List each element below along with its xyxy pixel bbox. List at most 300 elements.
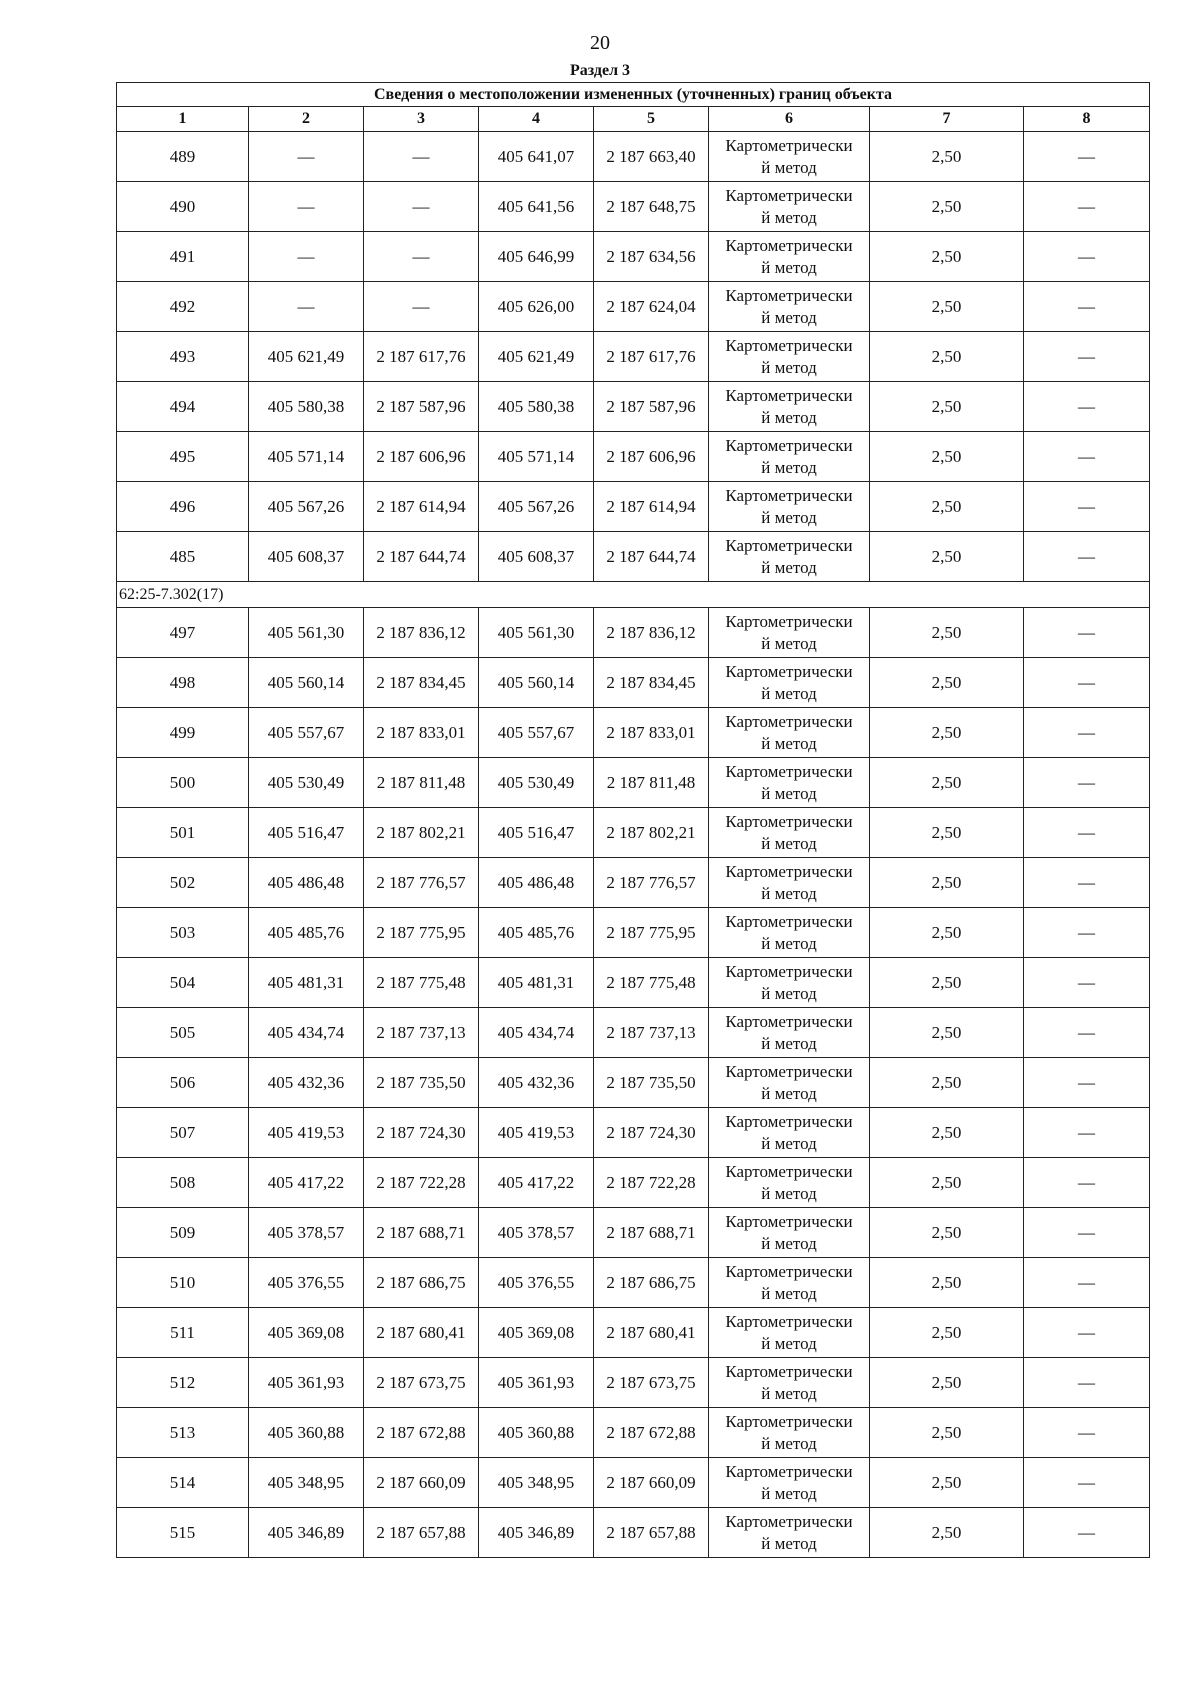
method-cell [709,382,870,432]
old-y-cell: 2 187 617,76 [364,332,479,382]
accuracy-cell: 2,50 [870,858,1024,908]
point-number-cell: 513 [117,1408,249,1458]
table-row [117,1058,1150,1108]
point-number-cell: 489 [117,132,249,182]
method-cell [709,708,870,758]
method-text-line: Картометрически [725,1311,853,1331]
table-row [117,1108,1150,1158]
old-x-cell: 405 621,49 [249,332,364,382]
new-x-cell: 405 417,22 [479,1158,594,1208]
old-y-cell: 2 187 735,50 [364,1058,479,1108]
old-x-cell: 405 378,57 [249,1208,364,1258]
column-number: 6 [709,107,870,132]
new-x-cell: 405 376,55 [479,1258,594,1308]
table-row [117,908,1150,958]
description-cell: — [1024,382,1150,432]
method-text-line: Картометрически [725,135,853,155]
point-number-cell: 511 [117,1308,249,1358]
description-cell: — [1024,858,1150,908]
accuracy-cell: 2,50 [870,808,1024,858]
new-x-cell: 405 486,48 [479,858,594,908]
old-x-cell: 405 557,67 [249,708,364,758]
old-y-cell: 2 187 644,74 [364,532,479,582]
description-cell: — [1024,282,1150,332]
method-text-line: й метод [761,257,817,277]
description-cell: — [1024,1258,1150,1308]
column-number: 4 [479,107,594,132]
table-row [117,1308,1150,1358]
description-cell: — [1024,1408,1150,1458]
table-title: Сведения о местоположении измененных (уточненных) границ объекта [117,83,1150,107]
new-y-cell: 2 187 660,09 [594,1458,709,1508]
table-row [117,132,1150,182]
new-x-cell: 405 348,95 [479,1458,594,1508]
new-y-cell: 2 187 722,28 [594,1158,709,1208]
point-number-cell: 501 [117,808,249,858]
new-y-cell: 2 187 673,75 [594,1358,709,1408]
method-cell [709,1208,870,1258]
new-x-cell: 405 516,47 [479,808,594,858]
table-row [117,282,1150,332]
method-text-line: й метод [761,1333,817,1353]
method-text-line: Картометрически [725,285,853,305]
cadastral-number-label: 62:25-7.302(17) [117,582,1150,608]
table-row [117,708,1150,758]
accuracy-cell: 2,50 [870,282,1024,332]
new-y-cell: 2 187 648,75 [594,182,709,232]
column-number: 8 [1024,107,1150,132]
description-cell: — [1024,658,1150,708]
old-x-cell: 405 516,47 [249,808,364,858]
old-x-cell: 405 530,49 [249,758,364,808]
method-text-line: й метод [761,1183,817,1203]
old-x-cell: 405 346,89 [249,1508,364,1558]
new-y-cell: 2 187 657,88 [594,1508,709,1558]
accuracy-cell: 2,50 [870,658,1024,708]
method-text-line: Картометрически [725,611,853,631]
description-cell: — [1024,1508,1150,1558]
table-row [117,182,1150,232]
new-x-cell: 405 641,56 [479,182,594,232]
method-text-line: Картометрически [725,1211,853,1231]
method-text-line: й метод [761,1483,817,1503]
accuracy-cell: 2,50 [870,1208,1024,1258]
point-number-cell: 515 [117,1508,249,1558]
point-number-cell: 491 [117,232,249,282]
method-text-line: Картометрически [725,1161,853,1181]
old-y-cell: — [364,132,479,182]
new-y-cell: 2 187 587,96 [594,382,709,432]
point-number-cell: 485 [117,532,249,582]
description-cell: — [1024,908,1150,958]
new-x-cell: 405 369,08 [479,1308,594,1358]
description-cell: — [1024,482,1150,532]
section-title: Раздел 3 [569,62,631,79]
old-x-cell: 405 567,26 [249,482,364,532]
method-text-line: Картометрически [725,335,853,355]
method-cell [709,908,870,958]
method-text-line: Картометрически [725,1111,853,1131]
point-number-cell: 507 [117,1108,249,1158]
method-cell [709,1458,870,1508]
method-cell [709,482,870,532]
point-number-cell: 512 [117,1358,249,1408]
description-cell: — [1024,708,1150,758]
old-x-cell: 405 486,48 [249,858,364,908]
method-cell [709,1358,870,1408]
description-cell: — [1024,432,1150,482]
column-number: 7 [870,107,1024,132]
new-x-cell: 405 608,37 [479,532,594,582]
old-y-cell: 2 187 587,96 [364,382,479,432]
old-x-cell: 405 580,38 [249,382,364,432]
old-y-cell: 2 187 673,75 [364,1358,479,1408]
method-cell [709,1258,870,1308]
old-y-cell: 2 187 836,12 [364,608,479,658]
table-row [117,858,1150,908]
description-cell: — [1024,1308,1150,1358]
method-cell [709,332,870,382]
old-y-cell: 2 187 614,94 [364,482,479,532]
method-text-line: й метод [761,507,817,527]
old-x-cell: — [249,232,364,282]
table-row [117,1508,1150,1558]
method-cell [709,958,870,1008]
group-heading-row [117,582,1150,608]
new-y-cell: 2 187 688,71 [594,1208,709,1258]
new-x-cell: 405 481,31 [479,958,594,1008]
accuracy-cell: 2,50 [870,608,1024,658]
point-number-cell: 494 [117,382,249,432]
old-x-cell: 405 360,88 [249,1408,364,1458]
new-x-cell: 405 346,89 [479,1508,594,1558]
table-row [117,1408,1150,1458]
old-y-cell: 2 187 680,41 [364,1308,479,1358]
method-text-line: Картометрически [725,961,853,981]
column-number: 3 [364,107,479,132]
point-number-cell: 496 [117,482,249,532]
method-cell [709,1158,870,1208]
new-y-cell: 2 187 836,12 [594,608,709,658]
new-x-cell: 405 580,38 [479,382,594,432]
accuracy-cell: 2,50 [870,1358,1024,1408]
old-x-cell: 405 376,55 [249,1258,364,1308]
method-text-line: Картометрически [725,185,853,205]
method-cell [709,1008,870,1058]
point-number-cell: 503 [117,908,249,958]
table-row [117,1258,1150,1308]
old-x-cell: 405 608,37 [249,532,364,582]
new-y-cell: 2 187 811,48 [594,758,709,808]
method-cell [709,282,870,332]
accuracy-cell: 2,50 [870,382,1024,432]
method-text-line: й метод [761,357,817,377]
point-number-cell: 502 [117,858,249,908]
new-y-cell: 2 187 833,01 [594,708,709,758]
new-y-cell: 2 187 735,50 [594,1058,709,1108]
method-text-line: й метод [761,457,817,477]
new-y-cell: 2 187 680,41 [594,1308,709,1358]
accuracy-cell: 2,50 [870,1008,1024,1058]
new-x-cell: 405 378,57 [479,1208,594,1258]
method-text-line: Картометрически [725,235,853,255]
description-cell: — [1024,1058,1150,1108]
point-number-cell: 500 [117,758,249,808]
method-text-line: Картометрически [725,711,853,731]
table-row [117,1458,1150,1508]
old-y-cell: 2 187 776,57 [364,858,479,908]
method-cell [709,1308,870,1358]
point-number-cell: 505 [117,1008,249,1058]
method-text-line: й метод [761,557,817,577]
method-cell [709,532,870,582]
method-text-line: й метод [761,407,817,427]
old-x-cell: 405 561,30 [249,608,364,658]
new-x-cell: 405 530,49 [479,758,594,808]
method-text-line: Картометрически [725,535,853,555]
method-text-line: й метод [761,733,817,753]
method-cell [709,1408,870,1458]
method-text-line: Картометрически [725,485,853,505]
column-number: 2 [249,107,364,132]
new-y-cell: 2 187 614,94 [594,482,709,532]
table-row [117,1008,1150,1058]
point-number-cell: 506 [117,1058,249,1108]
column-number-row [117,107,1150,132]
new-x-cell: 405 621,49 [479,332,594,382]
method-cell [709,1108,870,1158]
new-y-cell: 2 187 672,88 [594,1408,709,1458]
new-y-cell: 2 187 775,95 [594,908,709,958]
old-y-cell: 2 187 775,48 [364,958,479,1008]
method-cell [709,608,870,658]
method-text-line: Картометрически [725,811,853,831]
method-cell [709,1058,870,1108]
new-x-cell: 405 361,93 [479,1358,594,1408]
method-text-line: Картометрически [725,761,853,781]
accuracy-cell: 2,50 [870,482,1024,532]
table-row [117,808,1150,858]
method-text-line: й метод [761,207,817,227]
old-y-cell: 2 187 737,13 [364,1008,479,1058]
boundary-table [116,82,1150,1558]
method-text-line: й метод [761,1233,817,1253]
old-y-cell: 2 187 833,01 [364,708,479,758]
description-cell: — [1024,1458,1150,1508]
new-y-cell: 2 187 802,21 [594,808,709,858]
new-y-cell: 2 187 617,76 [594,332,709,382]
old-x-cell: 405 419,53 [249,1108,364,1158]
accuracy-cell: 2,50 [870,1458,1024,1508]
description-cell: — [1024,532,1150,582]
new-x-cell: 405 571,14 [479,432,594,482]
table-caption-row [117,83,1150,107]
old-x-cell: — [249,182,364,232]
method-text-line: й метод [761,1533,817,1553]
description-cell: — [1024,758,1150,808]
table-row [117,532,1150,582]
method-text-line: й метод [761,1083,817,1103]
old-y-cell: — [364,182,479,232]
table-row [117,432,1150,482]
new-x-cell: 405 567,26 [479,482,594,532]
accuracy-cell: 2,50 [870,1158,1024,1208]
description-cell: — [1024,1358,1150,1408]
accuracy-cell: 2,50 [870,758,1024,808]
description-cell: — [1024,958,1150,1008]
new-y-cell: 2 187 737,13 [594,1008,709,1058]
description-cell: — [1024,232,1150,282]
method-text-line: й метод [761,933,817,953]
column-number: 5 [594,107,709,132]
old-y-cell: 2 187 724,30 [364,1108,479,1158]
new-x-cell: 405 434,74 [479,1008,594,1058]
old-x-cell: 405 369,08 [249,1308,364,1358]
point-number-cell: 510 [117,1258,249,1308]
page-number: 20 [590,32,610,54]
method-cell [709,432,870,482]
method-text-line: Картометрически [725,861,853,881]
method-text-line: Картометрически [725,1461,853,1481]
method-cell [709,1508,870,1558]
point-number-cell: 514 [117,1458,249,1508]
description-cell: — [1024,1158,1150,1208]
new-y-cell: 2 187 776,57 [594,858,709,908]
method-cell [709,808,870,858]
accuracy-cell: 2,50 [870,332,1024,382]
point-number-cell: 498 [117,658,249,708]
point-number-cell: 499 [117,708,249,758]
method-text-line: й метод [761,983,817,1003]
description-cell: — [1024,132,1150,182]
method-text-line: й метод [761,783,817,803]
accuracy-cell: 2,50 [870,1508,1024,1558]
old-y-cell: 2 187 802,21 [364,808,479,858]
table-row [117,482,1150,532]
new-x-cell: 405 432,36 [479,1058,594,1108]
table-row [117,1208,1150,1258]
point-number-cell: 509 [117,1208,249,1258]
old-y-cell: 2 187 722,28 [364,1158,479,1208]
old-x-cell: 405 571,14 [249,432,364,482]
new-x-cell: 405 360,88 [479,1408,594,1458]
accuracy-cell: 2,50 [870,1308,1024,1358]
method-text-line: Картометрически [725,1261,853,1281]
old-y-cell: 2 187 672,88 [364,1408,479,1458]
method-text-line: Картометрически [725,385,853,405]
new-y-cell: 2 187 834,45 [594,658,709,708]
old-x-cell: 405 434,74 [249,1008,364,1058]
method-text-line: Картометрически [725,911,853,931]
accuracy-cell: 2,50 [870,708,1024,758]
accuracy-cell: 2,50 [870,908,1024,958]
new-x-cell: 405 557,67 [479,708,594,758]
old-x-cell: 405 560,14 [249,658,364,708]
description-cell: — [1024,182,1150,232]
accuracy-cell: 2,50 [870,432,1024,482]
method-text-line: й метод [761,683,817,703]
new-y-cell: 2 187 775,48 [594,958,709,1008]
method-cell [709,858,870,908]
description-cell: — [1024,1208,1150,1258]
new-x-cell: 405 626,00 [479,282,594,332]
table-row [117,608,1150,658]
description-cell: — [1024,608,1150,658]
old-y-cell: 2 187 657,88 [364,1508,479,1558]
method-text-line: Картометрически [725,435,853,455]
table-row [117,958,1150,1008]
new-x-cell: 405 419,53 [479,1108,594,1158]
description-cell: — [1024,1008,1150,1058]
method-text-line: й метод [761,833,817,853]
old-y-cell: 2 187 660,09 [364,1458,479,1508]
description-cell: — [1024,332,1150,382]
method-text-line: й метод [761,1433,817,1453]
method-text-line: Картометрически [725,661,853,681]
old-y-cell: — [364,282,479,332]
new-x-cell: 405 646,99 [479,232,594,282]
old-y-cell: 2 187 606,96 [364,432,479,482]
method-text-line: й метод [761,883,817,903]
old-y-cell: 2 187 688,71 [364,1208,479,1258]
description-cell: — [1024,808,1150,858]
accuracy-cell: 2,50 [870,1058,1024,1108]
method-text-line: Картометрически [725,1011,853,1031]
column-number: 1 [117,107,249,132]
new-y-cell: 2 187 606,96 [594,432,709,482]
method-cell [709,232,870,282]
point-number-cell: 495 [117,432,249,482]
old-x-cell: — [249,282,364,332]
accuracy-cell: 2,50 [870,1258,1024,1308]
table-row [117,758,1150,808]
table-row [117,1358,1150,1408]
method-text-line: й метод [761,307,817,327]
method-text-line: й метод [761,1383,817,1403]
new-x-cell: 405 485,76 [479,908,594,958]
new-x-cell: 405 641,07 [479,132,594,182]
point-number-cell: 508 [117,1158,249,1208]
old-y-cell: 2 187 811,48 [364,758,479,808]
accuracy-cell: 2,50 [870,958,1024,1008]
new-x-cell: 405 560,14 [479,658,594,708]
old-y-cell: — [364,232,479,282]
new-y-cell: 2 187 624,04 [594,282,709,332]
accuracy-cell: 2,50 [870,532,1024,582]
point-number-cell: 490 [117,182,249,232]
new-y-cell: 2 187 644,74 [594,532,709,582]
new-y-cell: 2 187 634,56 [594,232,709,282]
point-number-cell: 492 [117,282,249,332]
method-text-line: й метод [761,1033,817,1053]
method-text-line: й метод [761,633,817,653]
point-number-cell: 504 [117,958,249,1008]
new-y-cell: 2 187 686,75 [594,1258,709,1308]
table-row [117,332,1150,382]
point-number-cell: 497 [117,608,249,658]
method-cell [709,132,870,182]
old-x-cell: — [249,132,364,182]
method-text-line: Картометрически [725,1511,853,1531]
old-x-cell: 405 417,22 [249,1158,364,1208]
old-y-cell: 2 187 834,45 [364,658,479,708]
old-x-cell: 405 485,76 [249,908,364,958]
old-x-cell: 405 432,36 [249,1058,364,1108]
old-y-cell: 2 187 775,95 [364,908,479,958]
table-row [117,232,1150,282]
method-text-line: Картометрически [725,1411,853,1431]
accuracy-cell: 2,50 [870,1408,1024,1458]
